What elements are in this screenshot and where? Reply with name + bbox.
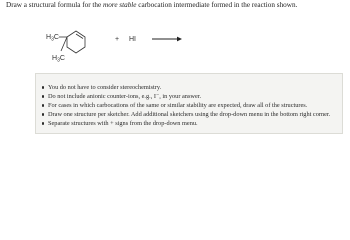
reaction-scheme <box>0 12 350 74</box>
hint-item: Separate structures with + signs from the drop-down menu. <box>42 119 330 128</box>
hint-item: For cases in which carbocations of the same or similar stability are expected, draw all of the structures. <box>42 101 330 110</box>
hint-item: Draw one structure per sketcher. Add additional sketchers using the drop-down menu in the bottom right corner. <box>42 110 330 119</box>
right-arrow-icon <box>152 37 182 42</box>
hint-item: Do not include anionic counter-ions, e.g., I⁻, in your answer. <box>42 92 330 101</box>
reagent-label: HI <box>129 36 136 43</box>
hints-panel <box>35 73 343 134</box>
prompt-emphasis: more stable <box>103 1 137 9</box>
methyl-label-top: $H_3C$ <box>46 34 59 43</box>
hints-list <box>42 83 330 128</box>
question-prompt <box>6 1 297 10</box>
prompt-text-before: Draw a structural formula for the <box>6 1 103 9</box>
methyl-label-bottom: $H_3C$ <box>52 55 65 64</box>
prompt-text-after: carbocation intermediate formed in the reaction shown. <box>136 1 298 9</box>
hint-item: You do not have to consider stereochemistry. <box>42 83 330 92</box>
plus-sign: + <box>115 36 120 43</box>
bond-bottom-methyl <box>61 37 67 51</box>
